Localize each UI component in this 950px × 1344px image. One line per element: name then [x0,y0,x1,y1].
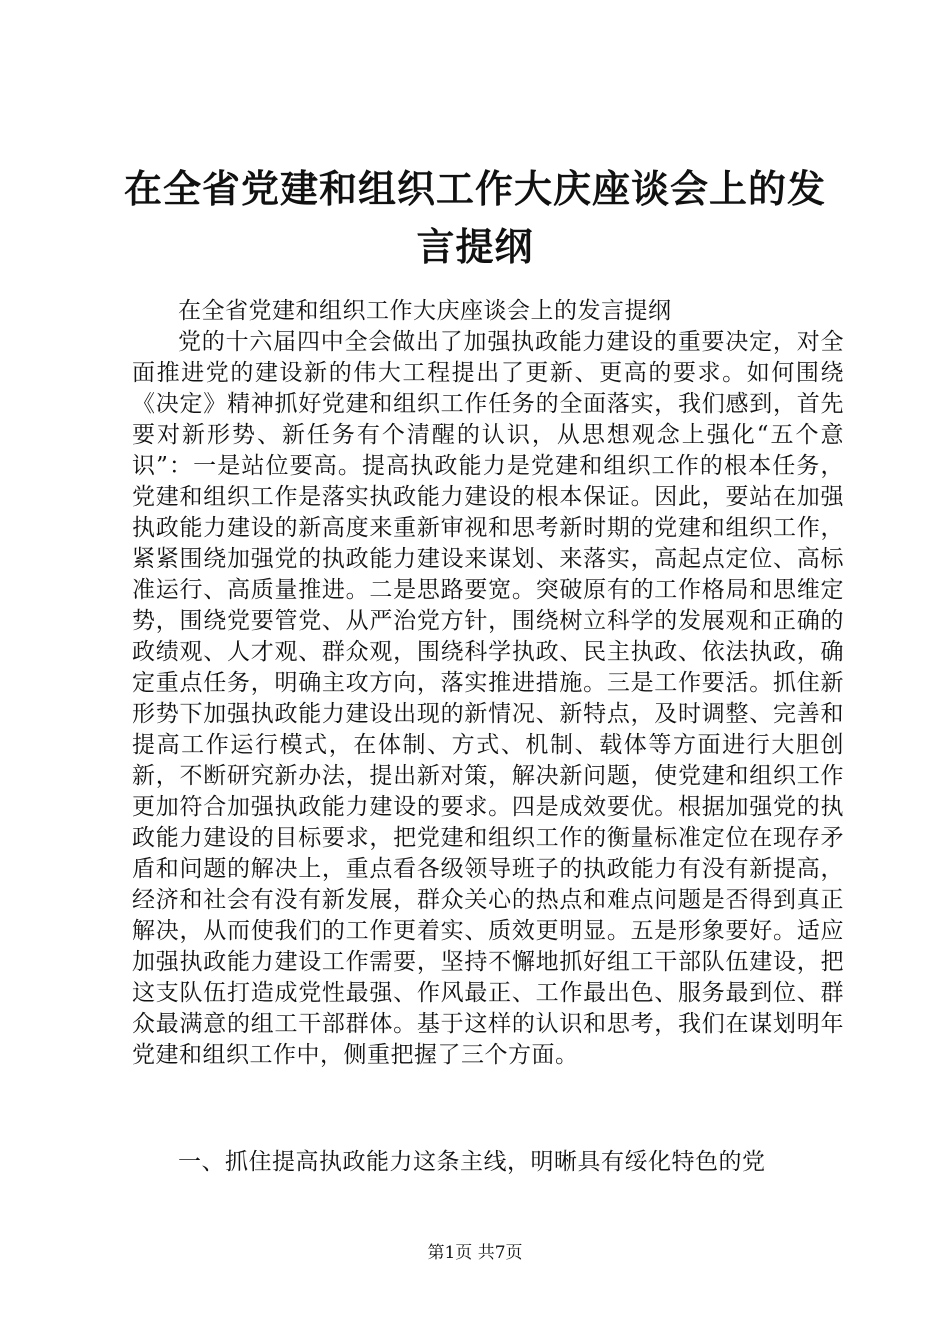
document-title: 在全省党建和组织工作大庆座谈会上的发言提纲 [123,167,826,269]
section-heading: 一、抓住提高执政能力这条主线，明晰具有绥化特色的党 [178,1149,766,1175]
body-paragraph: 党的十六届四中全会做出了加强执政能力建设的重要决定，对全面推进党的建设新的伟大工程提出了更新、更高的要求。如何围绕《决定》精神抓好党建和组织工作任务的全面落实，我们感到，首先要对新形势、新任务有个清醒的认识，从思想观念上强化“五个意识”：一是站位要高。提高执政能力是党建和组织工作的根本任务，党建和组织工作是落实执政能力建设的根本保证。因此，要站在加强执政能力建设的新高度来重新审视和思考新时期的党建和组织工作，紧紧围绕加强党的执政能力建设来谋划、来落实，高起点定位、高标准运行、高质量推进。二是思路要宽。突破原有的工作格局和思维定势，围绕党要管党、从严治党方针，围绕树立科学的发展观和正确的政绩观、人才观、群众观，围绕科学执政、民主执政、依法执政，确定重点任务，明确主攻方向，落实推进措施。三是工作要活。抓住新形势下加强执政能力建设出现的新情况、新特点，及时调整、完善和提高工作运行模式，在体制、方式、机制、载体等方面进行大胆创新，不断研究新办法，提出新对策，解决新问题，使党建和组织工作更加符合加强执政能力建设的要求。四是成效要优。根据加强党的执政能力建设的目标要求，把党建和组织工作的衡量标准定位在现存矛盾和问题的解决上，重点看各级领导班子的执政能力有没有新提高，经济和社会有没有新发展，群众关心的热点和难点问题是否得到真正解决，从而使我们的工作更着实、质效更明显。五是形象要好。适应加强执政能力建设工作需要，坚持不懈地抓好组工干部队伍建设，把这支队伍打造成党性最强、作风最正、工作最出色、服务最到位、群众最满意的组工干部群体。基于这样的认识和思考，我们在谋划明年党建和组织工作中，侧重把握了三个方面。 [132,329,844,1068]
subtitle-paragraph: 在全省党建和组织工作大庆座谈会上的发言提纲 [178,298,672,324]
document-body [132,296,844,1071]
page-footer: 第1页 共7页 [427,1243,523,1263]
